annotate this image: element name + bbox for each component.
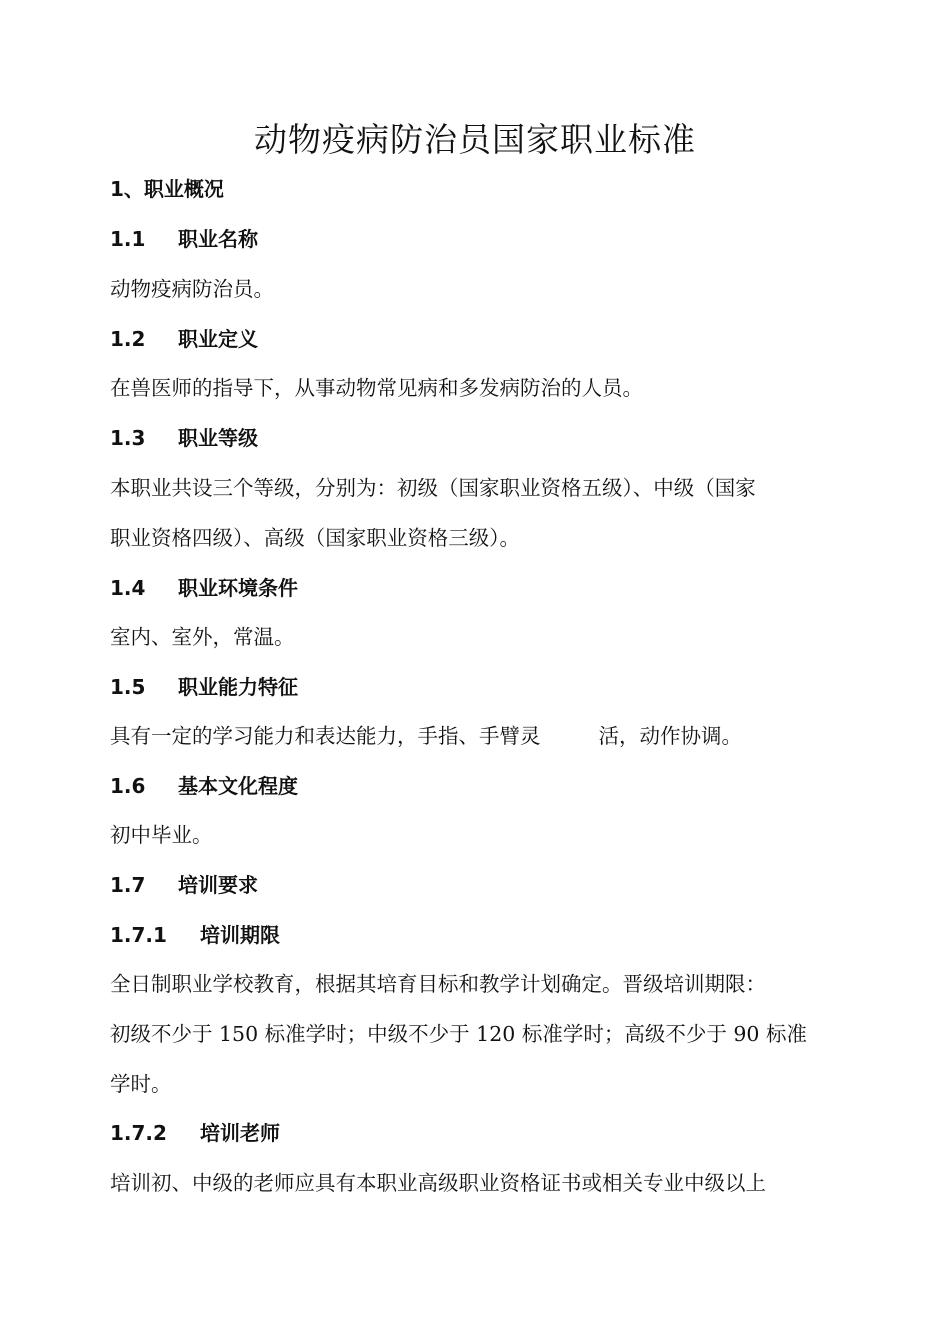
heading-label: 职业能力特征 xyxy=(178,675,298,699)
paragraph-1-7-1-line-2: 初级不少于 150 标准学时；中级不少于 120 标准学时；高级不少于 90 标准 xyxy=(110,1022,807,1046)
heading-number: 1.6 xyxy=(110,774,146,798)
paragraph-1-5 xyxy=(110,721,742,751)
section-heading-1: 1、职业概况 xyxy=(110,177,224,201)
paragraph-1-6: 初中毕业。 xyxy=(110,823,213,847)
paragraph-1-5-part-a: 具有一定的学习能力和表达能力，手指、手臂灵 xyxy=(110,724,541,748)
heading-label: 培训要求 xyxy=(178,873,258,897)
heading-number: 1.1 xyxy=(110,227,146,251)
paragraph-1-3-line-1: 本职业共设三个等级，分别为：初级（国家职业资格五级）、中级（国家 xyxy=(110,476,756,500)
subsection-heading-1-7-2 xyxy=(110,1118,280,1148)
subsection-heading-1-7-1 xyxy=(110,920,280,950)
heading-label: 培训老师 xyxy=(200,1121,280,1145)
heading-label: 职业名称 xyxy=(178,227,258,251)
subsection-heading-1-1 xyxy=(110,224,258,254)
subsection-heading-1-2 xyxy=(110,324,258,354)
paragraph-1-2: 在兽医师的指导下，从事动物常见病和多发病防治的人员。 xyxy=(110,376,643,400)
heading-label: 培训期限 xyxy=(200,923,280,947)
paragraph-1-7-1-line-3: 学时。 xyxy=(110,1072,172,1096)
paragraph-1-4: 室内、室外，常温。 xyxy=(110,625,295,649)
subsection-heading-1-6 xyxy=(110,771,298,801)
heading-label: 职业定义 xyxy=(178,327,258,351)
subsection-heading-1-3 xyxy=(110,423,258,453)
heading-label: 基本文化程度 xyxy=(178,774,298,798)
heading-label: 职业等级 xyxy=(178,426,258,450)
paragraph-1-5-part-b: 活，动作协调。 xyxy=(598,724,742,748)
paragraph-1-7-2-line-1: 培训初、中级的老师应具有本职业高级职业资格证书或相关专业中级以上 xyxy=(110,1171,766,1195)
paragraph-1-3-line-2: 职业资格四级）、高级（国家职业资格三级）。 xyxy=(110,526,520,550)
document-title: 动物疫病防治员国家职业标准 xyxy=(254,120,696,159)
heading-label: 职业环境条件 xyxy=(178,576,298,600)
heading-number: 1.7.2 xyxy=(110,1121,167,1145)
heading-number: 1.3 xyxy=(110,426,146,450)
heading-number: 1.7.1 xyxy=(110,923,167,947)
paragraph-1-1: 动物疫病防治员。 xyxy=(110,277,274,301)
heading-number: 1.5 xyxy=(110,675,146,699)
subsection-heading-1-7 xyxy=(110,870,258,900)
subsection-heading-1-4 xyxy=(110,573,298,603)
heading-number: 1.7 xyxy=(110,873,146,897)
paragraph-1-7-1-line-1: 全日制职业学校教育，根据其培育目标和教学计划确定。晋级培训期限： xyxy=(110,972,766,996)
subsection-heading-1-5 xyxy=(110,672,298,702)
heading-number: 1.4 xyxy=(110,576,146,600)
heading-number: 1.2 xyxy=(110,327,146,351)
